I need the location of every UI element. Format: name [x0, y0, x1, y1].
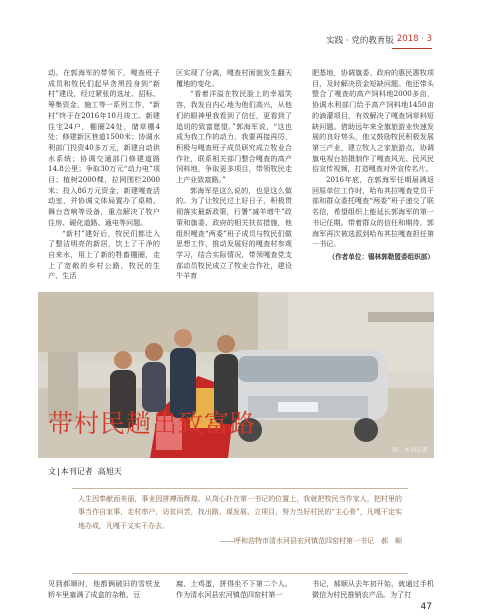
paragraph: “新村”建好后，牧民们都迁入了整洁明亮的新居，饮上了干净的自来水，用上了新的牲畜棚圈，走上了宽敞的乡村公路，牧民的生产、生活 — [48, 228, 160, 281]
running-header — [272, 34, 432, 46]
issue-label: 2018 · 3 — [396, 34, 432, 44]
bottom-column-1: 见到郝顺时，他都俩破旧的雪铁龙轿车里塞满了成盒的杂粮、豆 — [48, 579, 160, 599]
header-rule — [392, 48, 432, 49]
pull-quote — [72, 488, 408, 574]
paragraph: 动。在郭海军的带领下，嘎查班子成员和牧民们起早贪黑投身到“新村”建设，经过紧张的选址、招标、筹集资金、施工等一系列工作，“新村”终于在2016年10月竣工。新建住宅24户，棚圈24处，储草棚4处；修建新区巷道1500米；协调水利部门投资40多万元，新建自动供水系统；协调交通部门修建道路14.8公里；争取30万元“动力电”项目；植树2000棵，拉网围栏2000米；投入86万元资金，新建嘎查活动室，并协调文体局置办了桌椅、舞台音响等设备，重点解决了牧户住房、硬化道路、通电等问题。 — [48, 68, 160, 227]
paragraph: 2016年底，在郭海军任期届满返回原单位工作时，哈布其拉嘎查党员干部和群众委托嘎查“两委”班子递交了联名信，希望组织上能延长郭海军的第一书记任期。带着群众的信任和期待，郭海军再次被选派到哈布其拉嘎查担任第一书记。 — [312, 175, 434, 249]
bottom-column-2: 腐、土鸡蛋，拼得坐不下第二个人。作为清水河县宏河镇范四窑村第一 — [176, 579, 292, 599]
photo-credit: 图：本刊记者 — [391, 447, 428, 454]
article-headline: 带村民趟出致富路 — [48, 409, 257, 438]
pull-quote-signature: ——呼和浩特市清水河县宏河镇范四窑村第一书记 郝 顺 — [220, 537, 402, 546]
byline-author-1: 本刊记者 — [60, 467, 93, 476]
paragraph: “看着洋溢在牧民脸上的幸福笑容，我发自内心地为他们高兴，从他们的眼神里我看到了信任，更看到了追切的致富愿望。”郭海军说，“这也成为我工作的动力，我要再接再厉，积极与嘎查班子成员研究成立牧业合作社，联系相关部门整合嘎查的高产饲料地，争取更多项目，带领牧民走上产业致富路。” — [176, 89, 292, 185]
byline-author-2: 高旭天 — [97, 467, 122, 476]
body-column-3 — [312, 68, 434, 263]
paragraph: 郭海军是这么说的，也是这么做的。为了让牧民过上好日子，积极贯彻落实最新政策，行署“减羊增牛”政策和旗委、政府的相关扶贫措施，他组织嘎查“两委”班子成员与牧民们做思想工作，推动发展好的嘎查村参观学习，结合实际情况，带领嘎查党支部动员牧民成立了牧业合作社，建设牛羊育 — [176, 185, 292, 281]
magazine-name: 实践 · 党的教育版 — [326, 36, 394, 46]
paragraph: 肥基地，协调旗委、政府的惠民惠牧项目，及时解决资金短缺问题。他还带头整合了嘎查的高产饲料地2000多亩，协调水利部门给予高产饲料地1450亩的滴灌项目，有效解决了嘎查饲草料短缺问题。借助远年来全旗旅游业快速发展的良好势头，他又鼓励牧民积极发展第三产业，建立牧人之家旅游点，协调旗电视台拍摄制作了嘎查风光、民风民俗宣传视频，打造嘎查对外宣传名片。 — [312, 68, 434, 174]
body-column-2 — [176, 68, 292, 282]
bottom-column-3: 书记，郝顺从去年初开始，就通过手机微信为村民推销农产品。为了打 — [312, 579, 434, 599]
paragraph: 区实现了分离，嘎查村面貌发生翻天覆地的变化。 — [176, 68, 292, 88]
byline: 文|本刊记者 高旭天 — [48, 467, 122, 476]
byline-label: 文 — [48, 467, 56, 476]
pull-quote-text: 人生因奉献而美丽，事业因拼搏而辉煌。从岗心扑在第一书记的位置上，我就把牧民当作家人，把村里的事当作自家事，走村串户，访贫问苦，找出路、谋发展、立项目，努力当好村民的“主心骨”，凡嘎干定实地办成，凡嘎干又实干办去。 — [78, 495, 402, 530]
author-attribution: （作者单位：锡林郭勒盟委组织部） — [328, 252, 434, 261]
body-column-1 — [48, 68, 160, 282]
page-number: 47 — [420, 602, 432, 612]
